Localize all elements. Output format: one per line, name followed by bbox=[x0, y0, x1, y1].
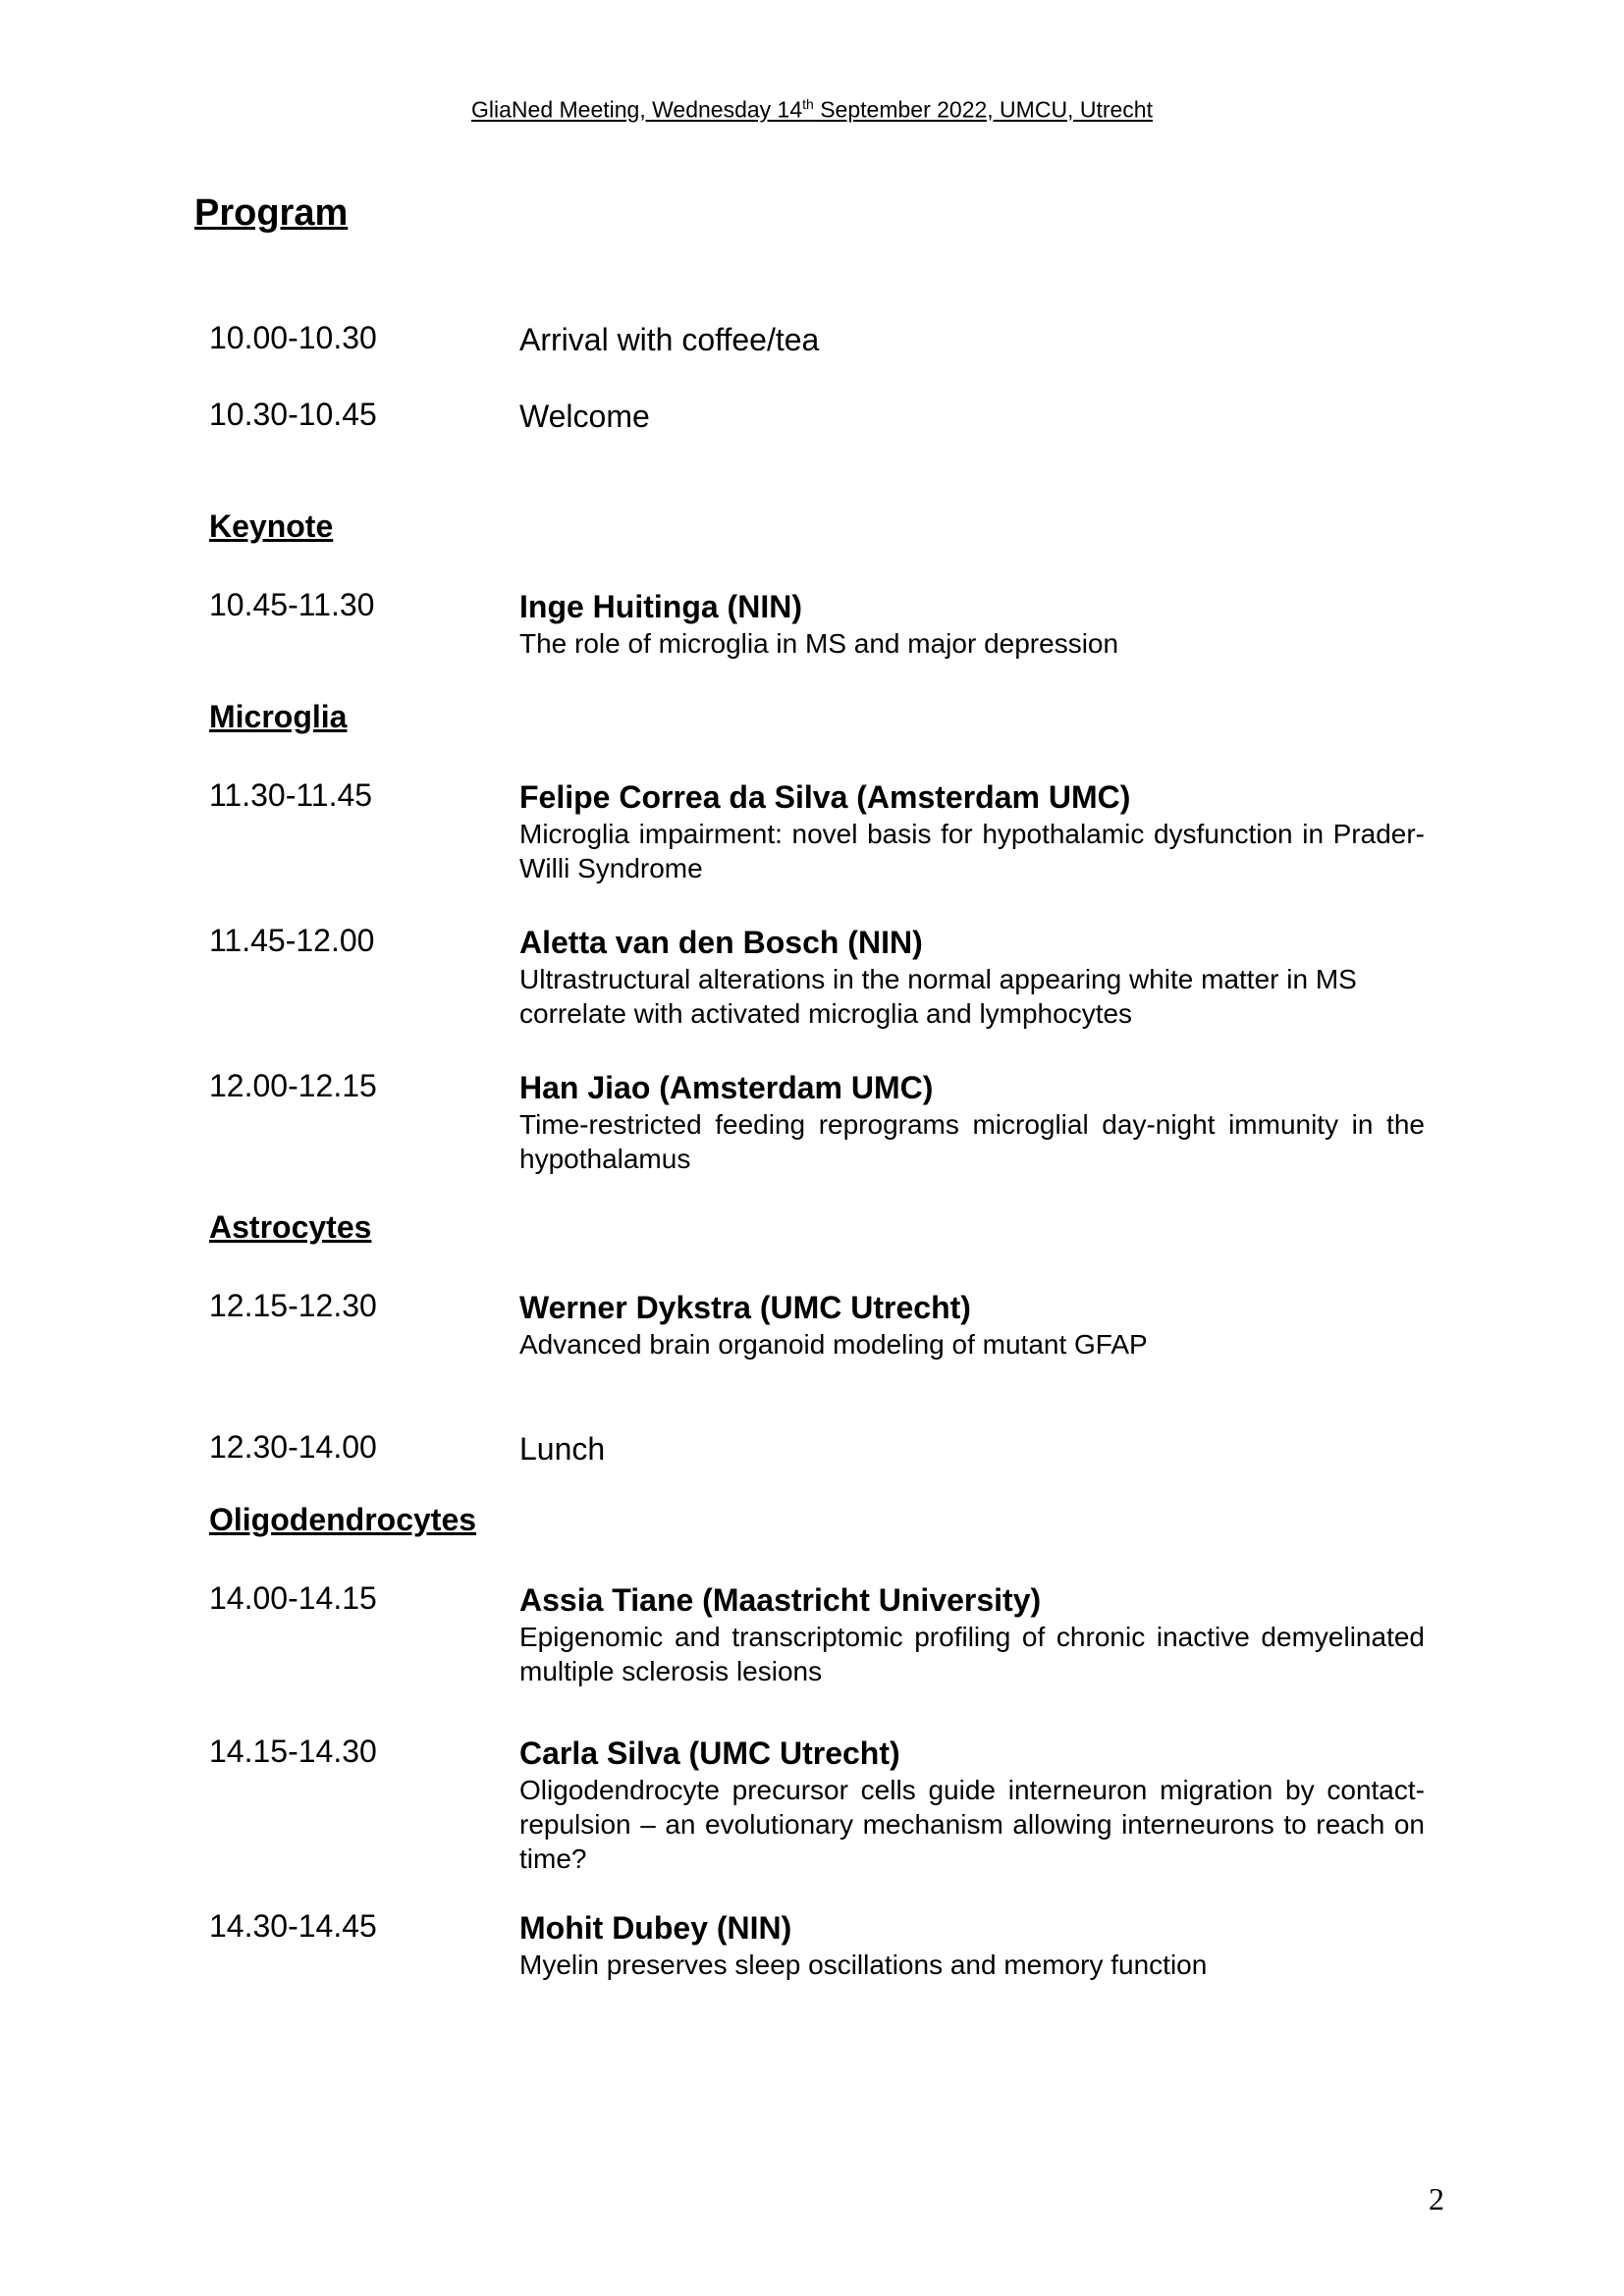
header-suffix: September 2022, UMCU, Utrecht bbox=[813, 96, 1153, 123]
section-oligodendrocytes: Oligodendrocytes bbox=[209, 1502, 477, 1537]
item-text: Arrival with coffee/tea bbox=[519, 322, 820, 357]
header-prefix: GliaNed Meeting, Wednesday 14 bbox=[471, 96, 803, 123]
item-talk: Myelin preserves sleep oscillations and memory function bbox=[519, 1949, 1208, 1980]
item-text: Welcome bbox=[519, 399, 650, 434]
item-talk: Time-restricted feeding reprograms microglial day-night immunity in the hypothalamus bbox=[519, 1109, 1425, 1174]
item-details bbox=[519, 1908, 1425, 1982]
item-details bbox=[519, 1580, 1425, 1688]
item-speaker: Aletta van den Bosch (NIN) bbox=[519, 925, 923, 960]
item-time: 12.15-12.30 bbox=[209, 1288, 377, 1323]
item-talk: Ultrastructural alterations in the normal appearing white matter in MS correlate with activated microglia and lymphocytes bbox=[519, 964, 1357, 1029]
section-keynote: Keynote bbox=[209, 508, 334, 544]
item-talk: Oligodendrocyte precursor cells guide interneuron migration by contact-repulsion – an evolutionary mechanism allowing interneurons to reach on time? bbox=[519, 1775, 1425, 1874]
section-microglia: Microglia bbox=[209, 699, 348, 734]
item-speaker: Werner Dykstra (UMC Utrecht) bbox=[519, 1290, 971, 1325]
item-time: 14.30-14.45 bbox=[209, 1908, 377, 1944]
header-superscript: th bbox=[802, 96, 814, 112]
item-text: Lunch bbox=[519, 1431, 606, 1467]
page-number: 2 bbox=[1429, 2181, 1444, 2216]
item-time: 12.00-12.15 bbox=[209, 1068, 377, 1103]
item-details bbox=[519, 1068, 1425, 1176]
item-time: 14.00-14.15 bbox=[209, 1580, 377, 1616]
item-details bbox=[519, 1288, 1425, 1362]
item-time: 11.45-12.00 bbox=[209, 923, 375, 958]
item-time: 10.30-10.45 bbox=[209, 397, 377, 432]
item-speaker: Inge Huitinga (NIN) bbox=[519, 589, 802, 624]
item-speaker: Han Jiao (Amsterdam UMC) bbox=[519, 1070, 934, 1105]
item-talk: Microglia impairment: novel basis for hypothalamic dysfunction in Prader-Willi Syndrome bbox=[519, 819, 1425, 883]
item-details bbox=[519, 587, 1425, 661]
item-details bbox=[519, 1734, 1425, 1876]
page-header bbox=[0, 96, 1624, 124]
item-speaker: Assia Tiane (Maastricht University) bbox=[519, 1582, 1042, 1618]
item-talk: The role of microglia in MS and major depression bbox=[519, 628, 1119, 659]
item-speaker: Mohit Dubey (NIN) bbox=[519, 1910, 792, 1946]
item-speaker: Carla Silva (UMC Utrecht) bbox=[519, 1735, 900, 1771]
item-details bbox=[519, 923, 1425, 1031]
page-title: Program bbox=[194, 192, 349, 234]
item-time: 11.30-11.45 bbox=[209, 777, 373, 813]
item-time: 10.00-10.30 bbox=[209, 320, 377, 355]
item-speaker: Felipe Correa da Silva (Amsterdam UMC) bbox=[519, 779, 1131, 815]
item-talk: Advanced brain organoid modeling of mutant GFAP bbox=[519, 1329, 1148, 1360]
item-talk: Epigenomic and transcriptomic profiling of chronic inactive demyelinated multiple sclerosis lesions bbox=[519, 1622, 1425, 1686]
item-time: 12.30-14.00 bbox=[209, 1429, 377, 1465]
item-time: 10.45-11.30 bbox=[209, 587, 375, 622]
section-astrocytes: Astrocytes bbox=[209, 1209, 372, 1245]
item-time: 14.15-14.30 bbox=[209, 1734, 377, 1769]
item-details bbox=[519, 777, 1425, 885]
